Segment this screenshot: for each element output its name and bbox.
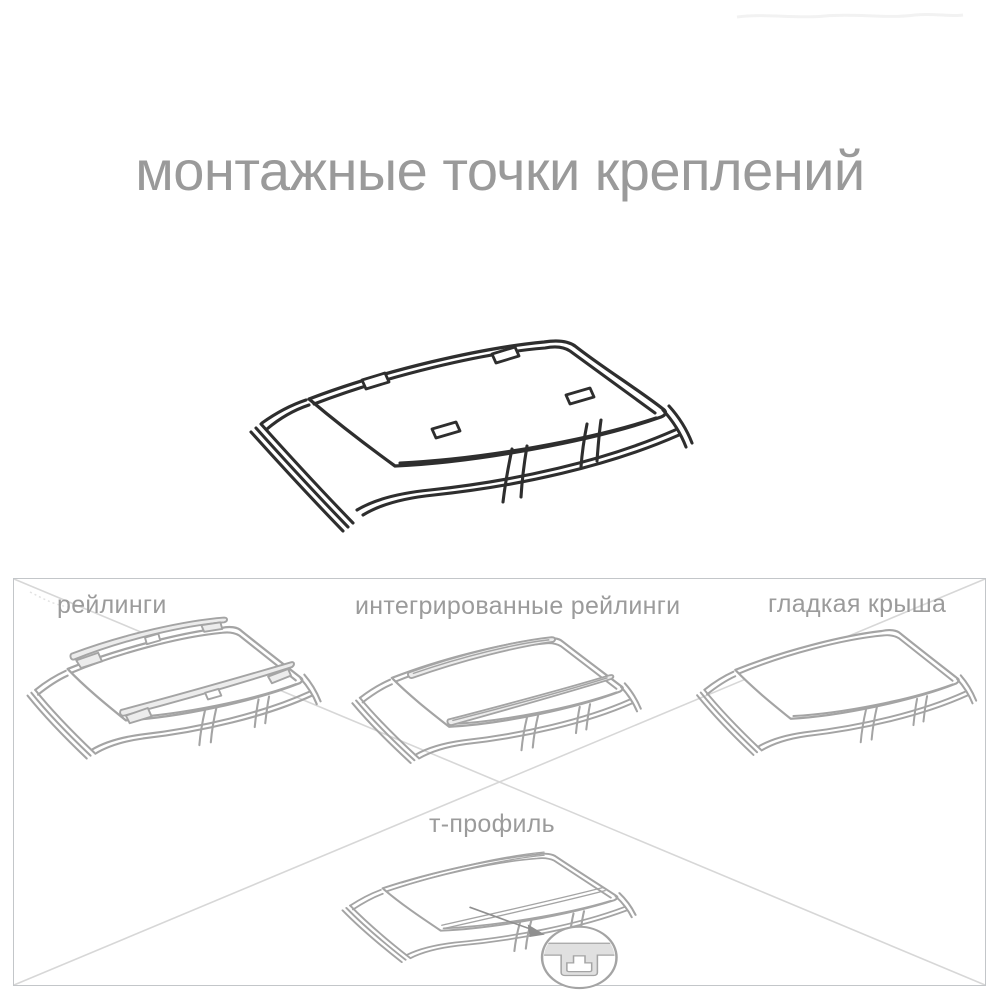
car-t-profile-drawing — [333, 838, 648, 1003]
scan-smudge-artifact — [735, 8, 965, 24]
label-roof-rails: рейлинги — [57, 591, 167, 619]
t-profile-circle-icon — [537, 927, 621, 988]
label-t-profile: т-профиль — [429, 810, 555, 838]
page-title: монтажные точки креплений — [135, 139, 865, 202]
label-integrated-rails: интегрированные рейлинги — [355, 592, 681, 620]
arrowhead-icon — [528, 924, 545, 937]
car-integrated-rails-drawing — [343, 620, 653, 810]
car-smooth-roof-drawing — [688, 612, 988, 802]
label-smooth-roof: гладкая крыша — [768, 590, 947, 618]
main-roof-mounting-points-drawing — [235, 318, 705, 568]
car-roof-rails-drawing — [18, 608, 333, 808]
roof-panel — [309, 341, 665, 466]
